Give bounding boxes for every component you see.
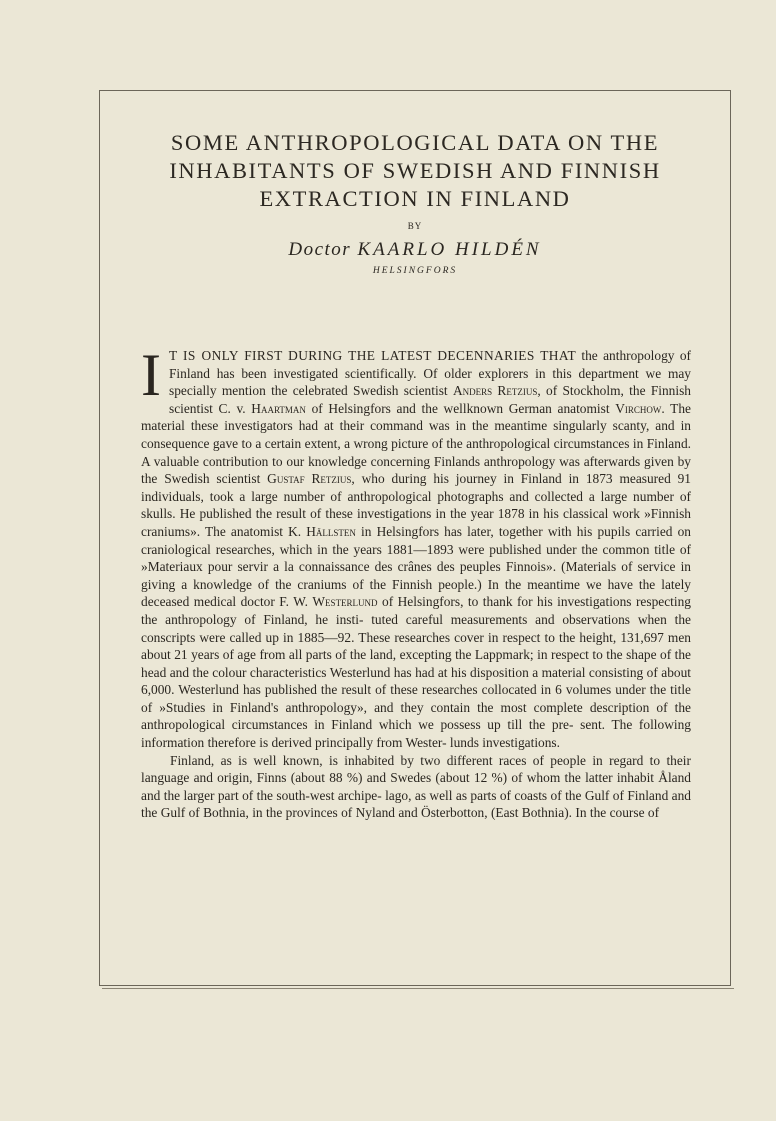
text-run: . The material these investigators had at their command was in the meantime singularly scanty, and in consequence gave to a certain extent, a wrong picture of the anthropological circumstances in Finland. A valuable contribution to our knowledge concerning Finlands anthropology was afterwards given by the Swedish scientist — [141, 400, 691, 487]
person-name: Haartman — [251, 400, 306, 416]
paragraph-2: Finland, as is well known, is inhabited by two different races of people in regard to their language and origin, Finns (about 88 %) and Swedes (about 12 %) of whom the latter inhabit Åland and the larger part of the south-west archipe- lago, as well as parts of coasts of the Gulf of Finland and the Gulf of Bothnia, in the provinces of Nyland and Österbotton, (East Bothnia). In the course of — [141, 752, 691, 821]
person-name: Hällsten — [306, 523, 356, 539]
text-run: in Helsingfors has later, together with his pupils carried on craniological researches, which in the years 1881—1893 were published under the common title of »Materiaux pour servir a la connaissance des crânes des peuples Finnois». (Materials of service in giving a knowledge of the craniums of the Finnish people.) In the meantime we have the lately deceased medical doctor F. W. — [141, 523, 691, 610]
text-run: , of Stockholm, the Finnish scientist C. v. — [168, 383, 692, 416]
article-body — [141, 342, 692, 822]
title-line: EXTRACTION IN FINLAND — [259, 186, 571, 211]
text-run: , who during his journey in Finland in 1873 measured 91 individuals, took a large number of anthropological photographs and collected a large number of skulls. He published the result of these investigations in the year 1878 in his classical work »Finnish craniums». The anatomist K. — [141, 471, 691, 539]
drop-cap: I — [141, 342, 161, 408]
paragraph-1 — [141, 342, 692, 752]
article-title — [110, 129, 720, 213]
text-run: of Helsingfors, to thank for his investigations respecting the anthropology of Finland, he insti- tuted careful measurements and observations when the conscripts were called up in 1885—92. These researches cover in respect to the height, 131,697 men about 21 years of age from all parts of the land, excepting the Lappmark; in respect to the shape of the head and the colour characteristics Westerlund has had at his disposition a material consisting of about 6,000. Westerlund has published the result of these researches collocated in 6 volumes under the title of »Studies in Finland's anthropology», and they contain the most complete description of the anthropological circumstances in Finland which we possess up till the pre- sent. The following information therefore is derived principally from Wester- lunds investigations. — [141, 594, 691, 751]
person-name: Westerlund — [312, 594, 378, 610]
author-location: HELSINGFORS — [372, 266, 458, 276]
page-frame — [99, 90, 731, 986]
byline-label: BY — [407, 221, 423, 231]
author-prefix: Doctor — [288, 239, 352, 260]
person-name: Virchow — [615, 400, 662, 416]
author — [100, 239, 730, 261]
title-line: SOME ANTHROPOLOGICAL DATA ON THE — [170, 130, 660, 155]
person-name: Gustaf Retzius — [267, 471, 352, 487]
person-name: Anders Retzius — [452, 383, 538, 399]
author-name: KAARLO HILDÉN — [357, 239, 542, 260]
lead-caps: T IS ONLY FIRST DURING THE LATEST DECENNARIES THAT — [168, 348, 577, 363]
title-line: INHABITANTS OF SWEDISH AND FINNISH — [169, 158, 661, 183]
text-run: of Helsingfors and the wellknown German anatomist — [305, 400, 616, 416]
text-run: the anthropology of Finland has been investigated scientifically. Of older explorers in this department we may specially mention the celebrated Swedish scientist — [168, 348, 691, 399]
